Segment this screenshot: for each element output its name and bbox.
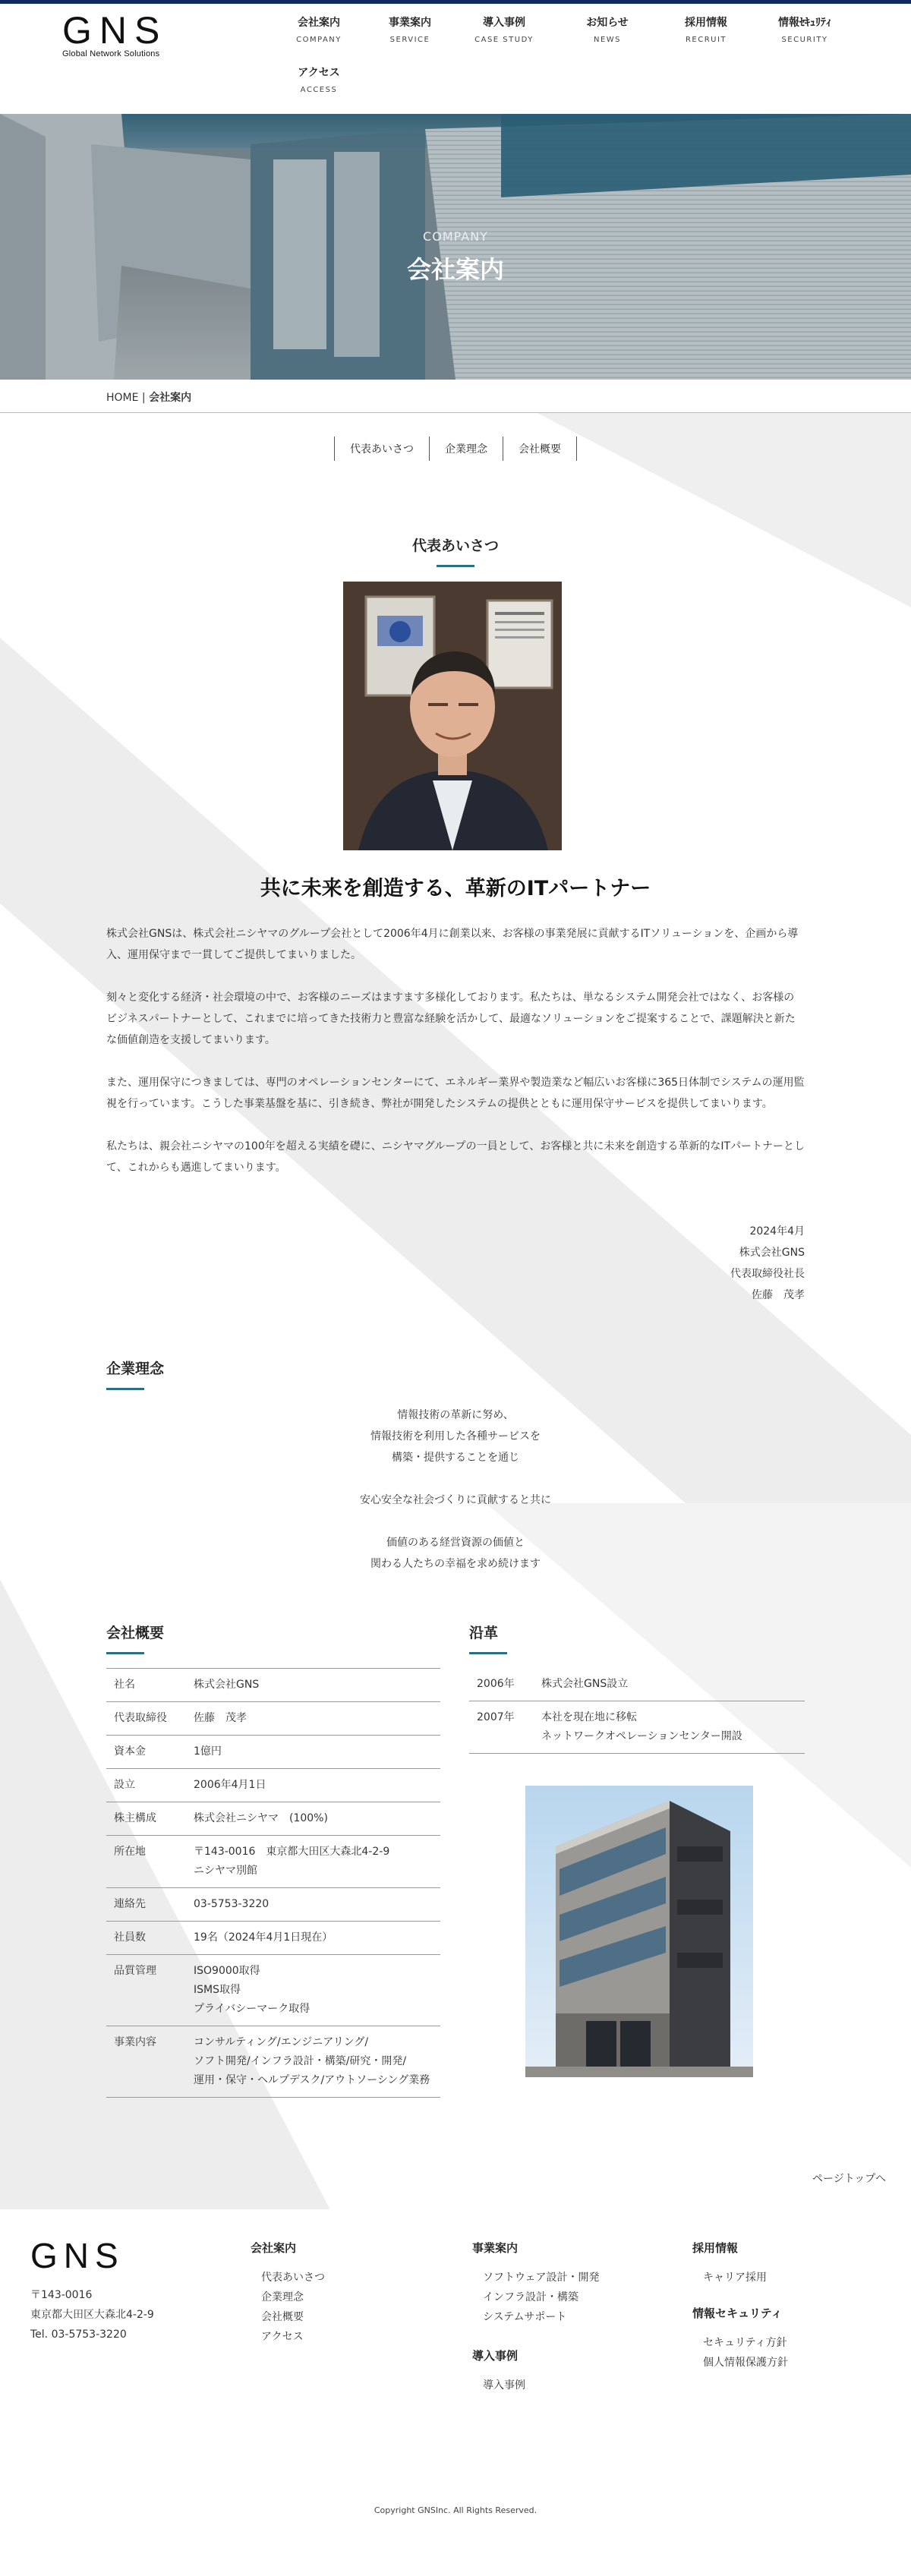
breadcrumb-home-link[interactable]: HOME	[106, 392, 139, 404]
row-key: 設立	[106, 1769, 186, 1802]
breadcrumb	[0, 380, 911, 413]
footer-address	[30, 2285, 154, 2344]
footer-heading[interactable]: 採用情報	[692, 2241, 739, 2255]
table-row	[469, 1668, 805, 1701]
logo-subtitle: Global Network Solutions	[62, 49, 160, 58]
nav-case-study[interactable]	[459, 14, 550, 44]
philosophy-title: 企業理念	[106, 1361, 165, 1377]
row-value: 19名（2024年4月1日現在）	[186, 1922, 440, 1955]
row-key: 社名	[106, 1669, 186, 1702]
footer-link[interactable]: 個人情報保護方針	[703, 2357, 788, 2369]
table-row	[106, 2026, 440, 2098]
row-event	[534, 1701, 805, 1754]
hero-title: 会社案内	[406, 255, 504, 284]
hero-office-photo	[0, 114, 911, 380]
breadcrumb-separator: |	[138, 392, 150, 404]
value-line: ソフト開発/インフラ設計・構築/研究・開発/	[194, 2055, 407, 2067]
greeting-paragraph: 私たちは、親会社ニシヤマの100年を超える実績を礎に、ニシヤマグループの一員として、お客様と共に未来を創造する革新的なITパートナーとして、これからも邁進してまいります。	[106, 1140, 805, 1174]
value-line: ISMS取得	[194, 1984, 241, 1996]
row-year: 2006年	[469, 1668, 534, 1701]
row-key: 社員数	[106, 1922, 186, 1955]
site-footer	[0, 2209, 911, 2576]
philosophy-line: 構築・提供することを通じ	[392, 1452, 519, 1464]
footer-link[interactable]: 会社概要	[261, 2311, 304, 2323]
nav-security[interactable]	[759, 14, 850, 44]
footer-col-recruit	[692, 2240, 767, 2288]
president-portrait	[343, 582, 562, 850]
logo-mark: GNS	[62, 9, 168, 52]
footer-link[interactable]: 代表あいさつ	[261, 2272, 325, 2284]
nav-label-jp: お知らせ	[586, 17, 629, 29]
anchor-philosophy[interactable]: 企業理念	[429, 437, 503, 461]
nav-label-jp: 情報ｾｷｭﾘﾃｨ	[778, 17, 831, 29]
greeting-paragraph: 株式会社GNSは、株式会社ニシヤマのグループ会社として2006年4月に創業以来、お客様の事業発展に貢献するITソリューションを、企画から導入、運用保守まで一貫してご提供してまいりました。	[106, 928, 799, 961]
site-logo[interactable]	[62, 9, 169, 58]
value-line: ニシヤマ別館	[194, 1865, 257, 1877]
nav-label-en: ACCESS	[300, 86, 338, 94]
nav-label-en: COMPANY	[296, 36, 342, 44]
signature-position: 代表取締役社長	[730, 1268, 805, 1280]
footer-link[interactable]: キャリア採用	[703, 2272, 767, 2284]
footer-heading[interactable]: 導入事例	[472, 2349, 519, 2363]
value-line: プライバシーマーク取得	[194, 2003, 310, 2015]
nav-recruit[interactable]	[660, 14, 752, 44]
footer-col-case	[472, 2347, 525, 2395]
footer-logo[interactable]: GNS	[30, 2236, 125, 2275]
nav-news[interactable]	[562, 14, 653, 44]
president-photo	[343, 582, 562, 850]
nav-label-en: RECRUIT	[685, 36, 727, 44]
greeting-title-underline	[437, 565, 474, 567]
philosophy-line: 価値のある経営資源の価値と	[386, 1537, 525, 1549]
row-year: 2007年	[469, 1701, 534, 1754]
footer-link[interactable]: セキュリティ方針	[703, 2337, 787, 2349]
footer-link[interactable]: 企業理念	[261, 2291, 304, 2303]
row-value	[186, 1955, 440, 2026]
footer-postal: 〒143-0016	[30, 2289, 93, 2301]
nav-label-jp: アクセス	[298, 67, 340, 79]
row-value: 株式会社GNS	[186, 1669, 440, 1702]
hero-banner	[0, 114, 911, 380]
building-photo	[525, 1786, 753, 2077]
table-row	[106, 1802, 440, 1836]
table-row	[106, 1836, 440, 1888]
philosophy-line: 情報技術の革新に努め、	[397, 1409, 514, 1421]
nav-label-jp: 導入事例	[483, 17, 525, 29]
table-row	[469, 1701, 805, 1754]
footer-col-company	[251, 2240, 325, 2347]
row-key: 代表取締役	[106, 1702, 186, 1736]
nav-label-en: CASE STUDY	[474, 36, 534, 44]
row-key: 連絡先	[106, 1888, 186, 1922]
nav-service[interactable]	[364, 14, 456, 44]
table-row	[106, 1888, 440, 1922]
value-line: ISO9000取得	[194, 1965, 260, 1977]
signature-company: 株式会社GNS	[739, 1247, 805, 1259]
page-anchor-nav	[0, 437, 911, 459]
nav-label-en: NEWS	[593, 36, 622, 44]
row-value	[186, 2026, 440, 2098]
philosophy-line: 関わる人たちの幸福を求め続けます	[370, 1558, 541, 1570]
row-key: 事業内容	[106, 2026, 186, 2098]
history-title: 沿革	[469, 1625, 499, 1641]
anchor-overview[interactable]: 会社概要	[503, 437, 577, 461]
table-row	[106, 1736, 440, 1769]
greeting-paragraph: また、運用保守につきましては、専門のオペレーションセンターにて、エネルギー業界や製造業など幅広いお客様に365日体制でシステムの運用監視を行っています。こうした事業基盤を基に、引き続き、弊社が開発したシステムの提供とともに運用保守サービスを提供してまいります。	[106, 1077, 805, 1110]
table-row	[106, 1769, 440, 1802]
footer-street: 東京都大田区大森北4-2-9	[30, 2309, 154, 2321]
row-value	[186, 1836, 440, 1888]
footer-heading[interactable]: 情報セキュリティ	[692, 2306, 783, 2320]
footer-heading[interactable]: 事業案内	[472, 2241, 519, 2255]
nav-access[interactable]	[273, 65, 364, 94]
nav-label-jp: 採用情報	[685, 17, 727, 29]
history-title-underline	[469, 1652, 507, 1654]
greeting-catchphrase: 共に未来を創造する、革新のITパートナー	[260, 877, 651, 900]
row-key: 品質管理	[106, 1955, 186, 2026]
company-overview-table	[106, 1668, 440, 2098]
row-key: 資本金	[106, 1736, 186, 1769]
nav-label-en: SERVICE	[389, 36, 430, 44]
row-key: 所在地	[106, 1836, 186, 1888]
row-key: 株主構成	[106, 1802, 186, 1836]
hero-subtitle: COMPANY	[423, 229, 488, 244]
footer-col-security	[692, 2305, 788, 2373]
event-line: 本社を現在地に移転	[541, 1711, 637, 1723]
table-row	[106, 1922, 440, 1955]
philosophy-title-underline	[106, 1388, 144, 1390]
row-value: 03-5753-3220	[186, 1888, 440, 1922]
breadcrumb-current: 会社案内	[149, 392, 192, 404]
nav-label-jp: 会社案内	[298, 17, 340, 29]
headquarters-building-photo	[525, 1786, 753, 2077]
nav-label-jp: 事業案内	[389, 17, 431, 29]
philosophy-line: 安心安全な社会づくりに貢献すると共に	[360, 1494, 551, 1506]
overview-title: 会社概要	[106, 1625, 165, 1641]
row-event: 株式会社GNS設立	[534, 1668, 805, 1701]
event-line: ネットワークオペレーションセンター開設	[541, 1730, 742, 1742]
footer-link[interactable]: 導入事例	[483, 2379, 525, 2392]
footer-col-service	[472, 2240, 599, 2327]
footer-link[interactable]: ソフトウェア設計・開発	[483, 2272, 600, 2284]
history-table	[469, 1668, 805, 1754]
copyright: Copyright GNSInc. All Rights Reserved.	[374, 2505, 537, 2515]
greeting-paragraph: 刻々と変化する経済・社会環境の中で、お客様のニーズはますます多様化しております。私たちは、単なるシステム開発会社ではなく、お客様のビジネスパートナーとして、これまでに培ってきた技術力と豊富な経験を活かして、最適なソリューションをご提案することで、課題解決と新たな価値創造を支援してまいります。	[106, 992, 796, 1046]
site-header	[0, 4, 911, 114]
greeting-title: 代表あいさつ	[411, 538, 499, 554]
page-top-link[interactable]: ページトップへ	[812, 2173, 887, 2185]
table-row	[106, 1702, 440, 1736]
overview-title-underline	[106, 1652, 144, 1654]
row-value: 2006年4月1日	[186, 1769, 440, 1802]
footer-heading[interactable]: 会社案内	[251, 2241, 297, 2255]
signature-date: 2024年4月	[749, 1225, 805, 1238]
nav-company[interactable]	[273, 14, 364, 44]
philosophy-line: 情報技術を利用した各種サービスを	[370, 1430, 541, 1442]
nav-label-en: SECURITY	[781, 36, 828, 44]
value-line: 運用・保守・ヘルプデスク/アウトソーシング業務	[194, 2074, 430, 2086]
row-value: 1億円	[186, 1736, 440, 1769]
footer-link[interactable]: アクセス	[261, 2331, 304, 2343]
value-line: 〒143-0016 東京都大田区大森北4-2-9	[194, 1846, 390, 1858]
signature-name: 佐藤 茂孝	[752, 1289, 805, 1301]
table-row	[106, 1669, 440, 1702]
anchor-greeting[interactable]: 代表あいさつ	[334, 437, 429, 461]
row-value: 佐藤 茂孝	[186, 1702, 440, 1736]
value-line: コンサルティング/エンジニアリング/	[194, 2036, 369, 2048]
row-value: 株式会社ニシヤマ (100%)	[186, 1802, 440, 1836]
footer-link[interactable]: インフラ設計・構築	[483, 2291, 578, 2303]
table-row	[106, 1955, 440, 2026]
footer-link[interactable]: システムサポート	[483, 2311, 567, 2323]
footer-tel: Tel. 03-5753-3220	[30, 2328, 127, 2341]
